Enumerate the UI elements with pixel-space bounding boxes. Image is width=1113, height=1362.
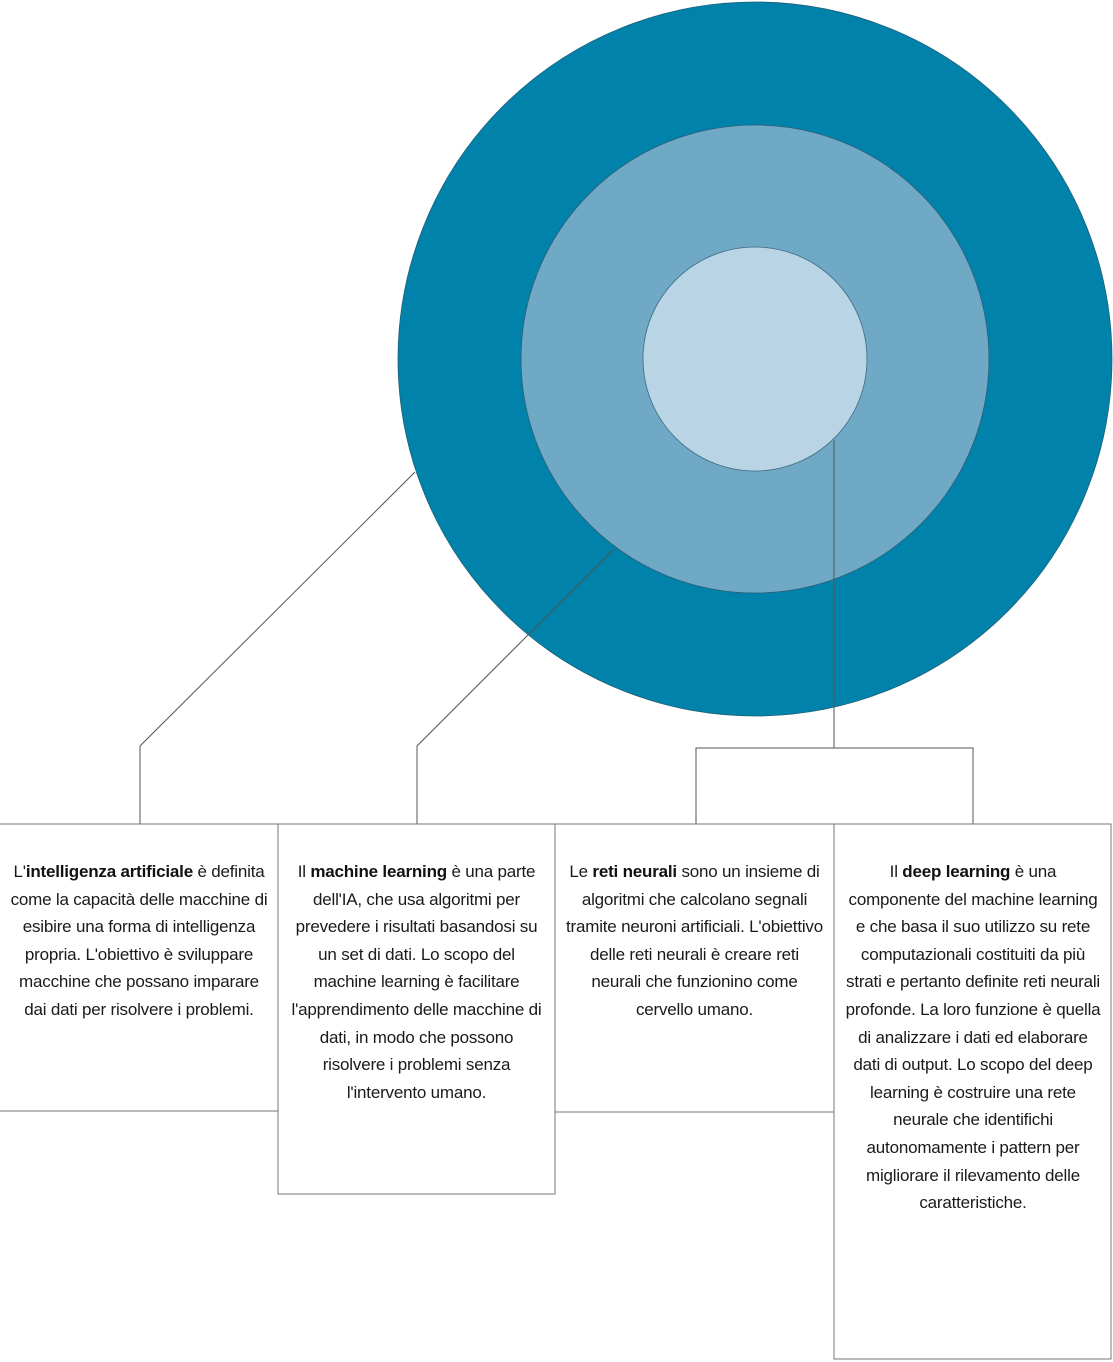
nn-term: reti neurali xyxy=(592,862,677,881)
nn-description xyxy=(557,858,832,1024)
nn-dl-bracket xyxy=(696,748,973,824)
ai-prefix: L' xyxy=(13,862,26,881)
ai-text: è definita come la capacità delle macchine di esibire una forma di intelligenza propria. L'obiettivo è sviluppare macchine che possano imparare dai dati per risolvere i problemi. xyxy=(10,862,268,1019)
ai-term: intelligenza artificiale xyxy=(25,862,193,881)
ml-description xyxy=(279,858,554,1106)
ml-term: machine learning xyxy=(310,862,447,881)
nn-prefix: Le xyxy=(569,862,593,881)
nn-text: sono un insieme di algoritmi che calcolano segnali tramite neuroni artificiali. L'obiettivo delle reti neurali è creare reti neurali che funzionino come cervello umano. xyxy=(566,862,823,1019)
ml-prefix: Il xyxy=(297,862,311,881)
dl-description xyxy=(835,858,1111,1217)
ml-text: è una parte dell'IA, che usa algoritmi per prevedere i risultati basandosi su un set di dati. Lo scopo del machine learning è facilitare l'apprendimento delle macchine di dati, in modo che possono risolvere i problemi senza l'intervento umano. xyxy=(291,862,542,1102)
neural-networks-circle xyxy=(643,247,867,471)
ai-description xyxy=(2,858,276,1024)
dl-prefix: Il xyxy=(889,862,903,881)
dl-term: deep learning xyxy=(902,862,1011,881)
dl-text: è una componente del machine learning e che basa il suo utilizzo su rete computazionali costituiti da più strati e pertanto definite reti neurali profonde. La loro funzione è quella di analizzare i dati ed elaborare dati di output. Lo scopo del deep learning è costruire una rete neurale che identifichi autonomamente i pattern per migliorare il rilevamento delle caratteristiche. xyxy=(845,862,1101,1213)
ai-leader-line xyxy=(140,472,415,824)
